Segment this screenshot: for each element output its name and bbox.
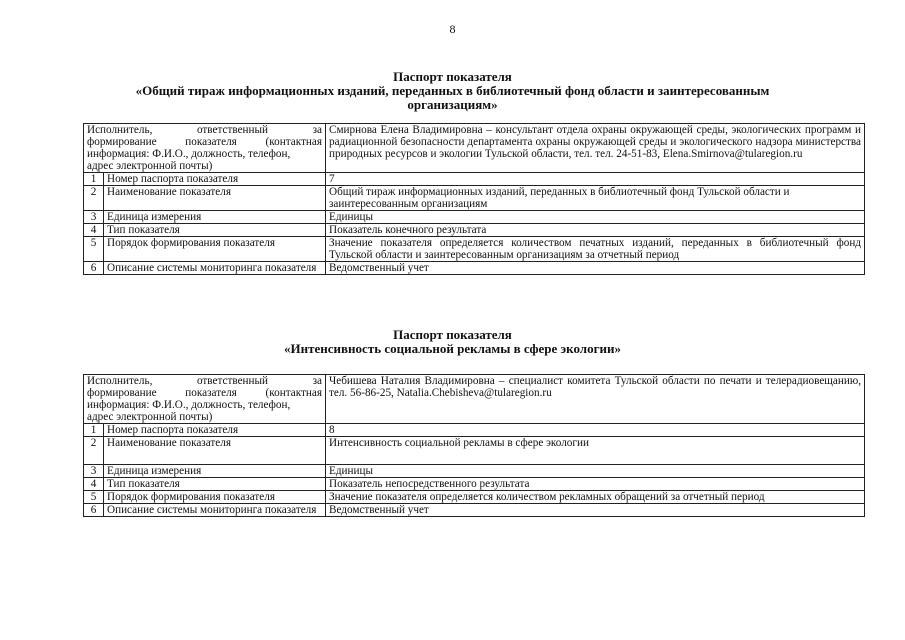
passport-2-subtitle-line-1: «Интенсивность социальной рекламы в сфере экологии»: [284, 341, 621, 356]
table-row: 6 Описание системы мониторинга показателя Ведомственный учет: [84, 262, 865, 275]
executor-row: [84, 124, 865, 173]
table-row: 5 Порядок формирования показателя Значение показателя определяется количеством печатных изданий, переданных в библиотечный фонд Тульской области и заинтересованным организациям за отчетный период: [84, 237, 865, 262]
passport-1-table: [83, 123, 865, 275]
passport-1-subtitle-line-2: организациям»: [407, 97, 498, 112]
table-row: 1 Номер паспорта показателя 7: [84, 173, 865, 186]
executor-label: Исполнитель, ответственный за формирование показателя (контактная информация: Ф.И.О., должность, телефон, адрес электронной почты): [84, 375, 326, 424]
table-row: 3 Единица измерения Единицы: [84, 211, 865, 224]
table-row: 3 Единица измерения Единицы: [84, 465, 865, 478]
table-row: 6 Описание системы мониторинга показателя Ведомственный учет: [84, 504, 865, 517]
table-row: 5 Порядок формирования показателя Значение показателя определяется количеством рекламных обращений за отчетный период: [84, 491, 865, 504]
executor-row: [84, 375, 865, 424]
passport-2-heading: [0, 328, 905, 356]
table-row: 4 Тип показателя Показатель конечного результата: [84, 224, 865, 237]
passport-1-heading: [0, 70, 905, 112]
passport-1-subtitle-line-1: «Общий тираж информационных изданий, переданных в библиотечный фонд области и заинтересованным: [135, 83, 770, 98]
passport-2-table: [83, 374, 865, 517]
table-row: 2 Наименование показателя Интенсивность социальной рекламы в сфере экологии: [84, 437, 865, 465]
table-row: 2 Наименование показателя Общий тираж информационных изданий, переданных в библиотечный фонд Тульской области и заинтересованным организациям: [84, 186, 865, 211]
passport-2-title: Паспорт показателя: [393, 327, 512, 342]
passport-1-title: Паспорт показателя: [393, 69, 512, 84]
table-row: 4 Тип показателя Показатель непосредственного результата: [84, 478, 865, 491]
page-number: 8: [449, 22, 456, 36]
executor-value: Смирнова Елена Владимировна – консультант отдела охраны окружающей среды, экологических программ и радиационной безопасности департамента охраны окружающей среды и экологического надзора министерства природных ресурсов и экологии Тульской области, тел. тел. 24-51-83, Elena.Smirnova@tularegion.ru: [326, 124, 865, 173]
executor-label: Исполнитель, ответственный за формирование показателя (контактная информация: Ф.И.О., должность, телефон, адрес электронной почты): [84, 124, 326, 173]
table-row: 1 Номер паспорта показателя 8: [84, 424, 865, 437]
executor-value: Чебишева Наталия Владимировна – специалист комитета Тульской области по печати и телерадиовещанию, тел. 56-86-25, Natalia.Chebisheva@tularegion.ru: [326, 375, 865, 424]
